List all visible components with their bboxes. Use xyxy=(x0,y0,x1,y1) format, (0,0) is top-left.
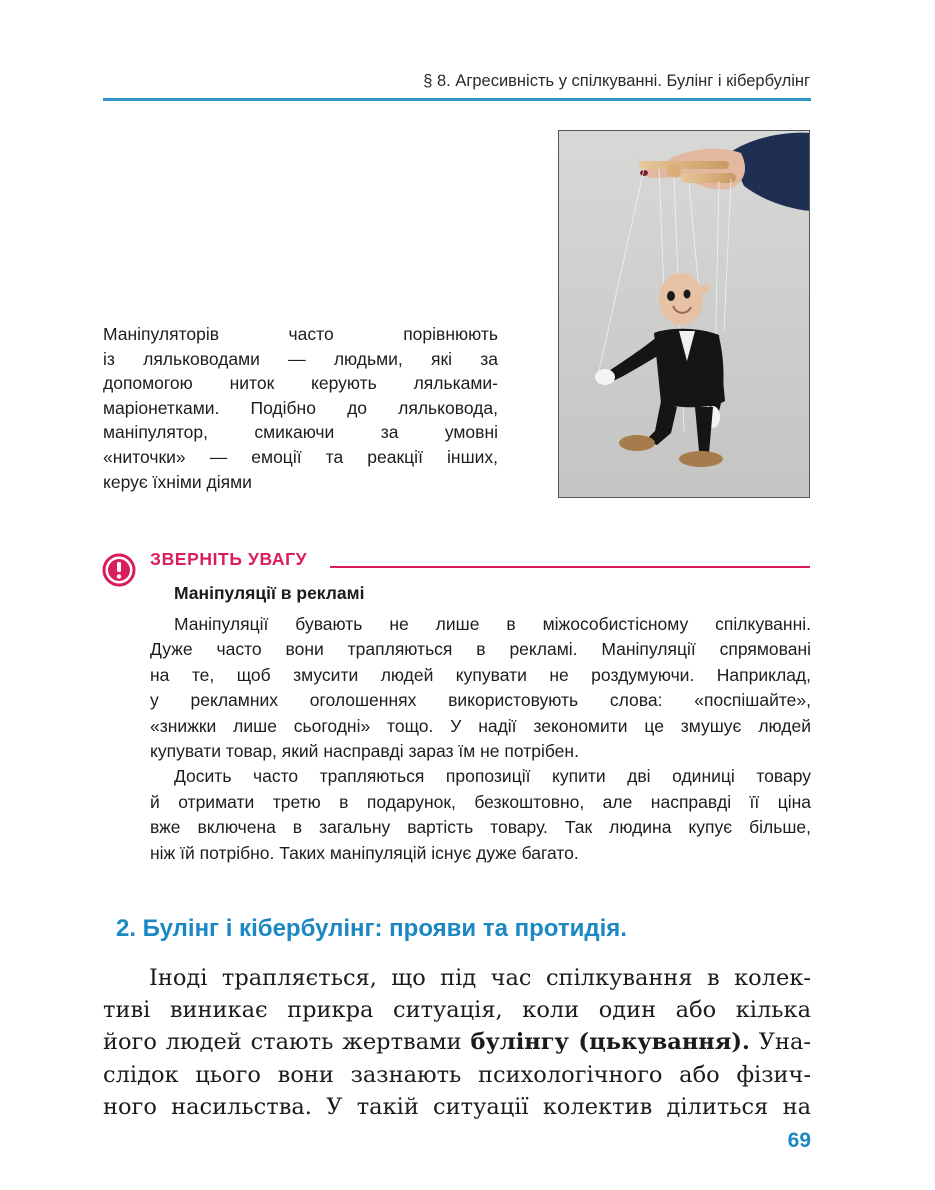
attention-rule xyxy=(330,566,810,568)
photo-caption xyxy=(103,322,498,494)
caption-line: допомогою ниток керують ляльками- xyxy=(103,373,498,394)
body-line: слідок цього вони зазнають психологічного або фізич- xyxy=(103,1061,811,1088)
body-text-segment: Уна- xyxy=(749,1029,811,1056)
marionette-illustration xyxy=(559,131,810,498)
attention-line: Дуже часто вони трапляються в рекламі. Маніпуляції спрямовані xyxy=(150,639,811,660)
page-number: 69 xyxy=(787,1129,811,1152)
body-text-segment: його людей стають жертвами xyxy=(103,1029,471,1056)
body-line: ного насильства. У такій ситуації колектив ділиться на xyxy=(103,1093,811,1120)
attention-line: вже включена в загальну вартість товару. Так людина купує більше, xyxy=(150,817,811,838)
attention-line: у рекламних оголошеннях використовують слова: «поспішайте», xyxy=(150,690,811,711)
caption-line: Маніпуляторів часто порівнюють xyxy=(103,324,498,344)
exclamation-icon xyxy=(101,552,137,588)
attention-line: Маніпуляції бувають не лише в міжособистісному спілкуванні. xyxy=(174,614,811,634)
caption-line: керує їхніми діями xyxy=(103,471,252,492)
attention-line: Досить часто трапляються пропозиції купити дві одиниці товару xyxy=(174,766,811,787)
attention-subtitle: Маніпуляції в рекламі xyxy=(174,583,365,603)
header-rule xyxy=(103,98,811,101)
caption-line: маріонетками. Подібно до ляльковода, xyxy=(103,397,498,418)
body-text xyxy=(103,962,811,1123)
attention-line: купувати товар, який насправді зараз їм не потрібен. xyxy=(150,741,579,762)
bullying-term: булінгу (цькування). xyxy=(470,1029,750,1056)
section-heading: 2. Булінг і кібербулінг: прояви та протидія. xyxy=(116,915,627,942)
body-line xyxy=(103,1026,811,1058)
running-head: § 8. Агресивність у спілкуванні. Булінг і кібербулінг xyxy=(423,72,810,90)
attention-line: ніж їй потрібно. Таких маніпуляцій існує дуже багато. xyxy=(150,842,579,863)
caption-line: із ляльководами — людьми, які за xyxy=(103,348,498,369)
attention-line: й отримати третю в подарунок, безкоштовно, але насправді її ціна xyxy=(150,791,811,812)
marionette-photo xyxy=(558,130,810,498)
body-line: Іноді трапляється, що під час спілкування в колек- xyxy=(149,965,811,991)
caption-line: маніпулятор, смикаючи за умовні xyxy=(103,422,498,443)
attention-line: «знижки лише сьогодні» тощо. У надії зекономити це змушує людей xyxy=(150,715,811,736)
attention-line: на те, щоб змусити людей купувати не роздумуючи. Наприклад, xyxy=(150,664,811,685)
body-line: тиві виникає прикра ситуація, коли один або кілька xyxy=(103,997,811,1024)
attention-title: ЗВЕРНІТЬ УВАГУ xyxy=(150,549,308,569)
caption-line: «ниточки» — емоції та реакції інших, xyxy=(103,446,498,467)
attention-text xyxy=(150,612,811,866)
